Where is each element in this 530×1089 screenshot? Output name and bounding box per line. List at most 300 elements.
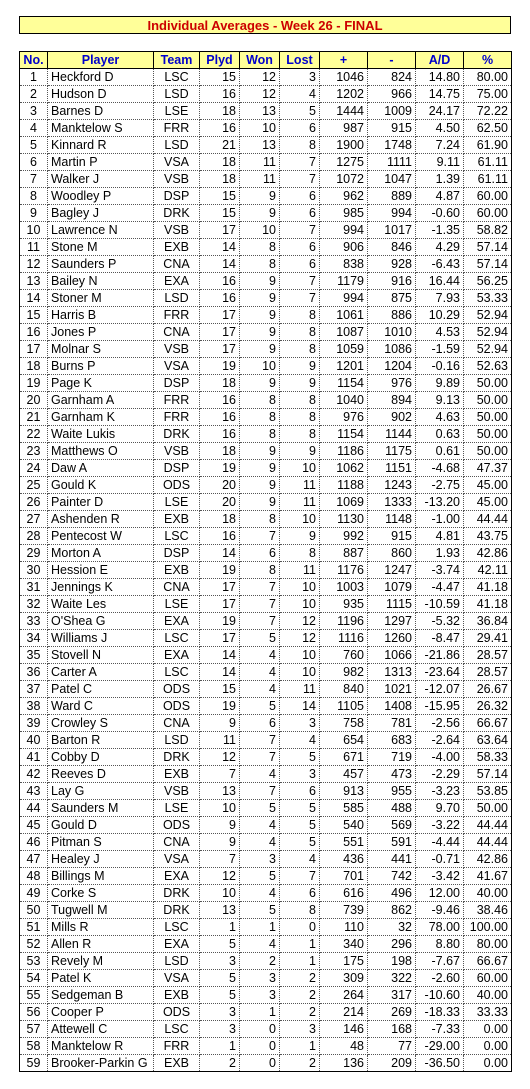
cell-plyd: 7 xyxy=(200,851,240,868)
cell-team: EXA xyxy=(154,936,200,953)
cell-no: 6 xyxy=(20,154,48,171)
cell-minus: 719 xyxy=(368,749,416,766)
cell-percent: 66.67 xyxy=(464,953,512,970)
cell-minus: 32 xyxy=(368,919,416,936)
cell-player: Healey J xyxy=(48,851,154,868)
cell-percent: 52.94 xyxy=(464,307,512,324)
cell-plyd: 15 xyxy=(200,681,240,698)
cell-team: VSB xyxy=(154,341,200,358)
table-row xyxy=(20,103,512,120)
cell-plus: 994 xyxy=(320,222,368,239)
cell-ad: 9.70 xyxy=(416,800,464,817)
cell-lost: 10 xyxy=(280,647,320,664)
cell-no: 5 xyxy=(20,137,48,154)
cell-team: VSB xyxy=(154,783,200,800)
cell-player: Walker J xyxy=(48,171,154,188)
cell-player: Ward C xyxy=(48,698,154,715)
cell-team: ODS xyxy=(154,1004,200,1021)
cell-no: 50 xyxy=(20,902,48,919)
table-row xyxy=(20,477,512,494)
cell-minus: 894 xyxy=(368,392,416,409)
cell-plyd: 17 xyxy=(200,630,240,647)
cell-percent: 60.00 xyxy=(464,205,512,222)
table-row xyxy=(20,851,512,868)
cell-plyd: 19 xyxy=(200,562,240,579)
cell-minus: 915 xyxy=(368,528,416,545)
cell-ad: -5.32 xyxy=(416,613,464,630)
cell-percent: 40.00 xyxy=(464,885,512,902)
cell-player: Bailey N xyxy=(48,273,154,290)
cell-percent: 41.67 xyxy=(464,868,512,885)
cell-plus: 1062 xyxy=(320,460,368,477)
cell-plus: 457 xyxy=(320,766,368,783)
cell-minus: 1247 xyxy=(368,562,416,579)
cell-player: Attewell C xyxy=(48,1021,154,1038)
table-row xyxy=(20,494,512,511)
cell-player: Ashenden R xyxy=(48,511,154,528)
cell-no: 47 xyxy=(20,851,48,868)
table-row xyxy=(20,817,512,834)
cell-lost: 3 xyxy=(280,766,320,783)
cell-team: VSB xyxy=(154,171,200,188)
cell-plus: 1444 xyxy=(320,103,368,120)
cell-lost: 11 xyxy=(280,562,320,579)
cell-lost: 3 xyxy=(280,69,320,86)
cell-lost: 9 xyxy=(280,443,320,460)
table-row xyxy=(20,715,512,732)
cell-percent: 52.94 xyxy=(464,324,512,341)
cell-won: 6 xyxy=(240,715,280,732)
cell-lost: 8 xyxy=(280,426,320,443)
table-row xyxy=(20,273,512,290)
cell-team: EXB xyxy=(154,987,200,1004)
cell-won: 8 xyxy=(240,409,280,426)
cell-player: Pitman S xyxy=(48,834,154,851)
cell-minus: 889 xyxy=(368,188,416,205)
cell-lost: 14 xyxy=(280,698,320,715)
cell-ad: -7.67 xyxy=(416,953,464,970)
table-row xyxy=(20,630,512,647)
cell-team: ODS xyxy=(154,477,200,494)
cell-percent: 62.50 xyxy=(464,120,512,137)
table-row xyxy=(20,188,512,205)
cell-ad: 16.44 xyxy=(416,273,464,290)
cell-plyd: 19 xyxy=(200,613,240,630)
cell-plus: 309 xyxy=(320,970,368,987)
cell-no: 15 xyxy=(20,307,48,324)
cell-minus: 742 xyxy=(368,868,416,885)
cell-no: 43 xyxy=(20,783,48,800)
cell-team: VSA xyxy=(154,154,200,171)
cell-plyd: 3 xyxy=(200,1021,240,1038)
cell-plus: 982 xyxy=(320,664,368,681)
cell-ad: -29.00 xyxy=(416,1038,464,1055)
cell-percent: 29.41 xyxy=(464,630,512,647)
cell-minus: 488 xyxy=(368,800,416,817)
cell-percent: 50.00 xyxy=(464,392,512,409)
cell-plyd: 14 xyxy=(200,256,240,273)
cell-percent: 58.82 xyxy=(464,222,512,239)
cell-no: 23 xyxy=(20,443,48,460)
cell-won: 12 xyxy=(240,86,280,103)
cell-plyd: 9 xyxy=(200,817,240,834)
cell-no: 55 xyxy=(20,987,48,1004)
cell-team: ODS xyxy=(154,817,200,834)
cell-won: 3 xyxy=(240,970,280,987)
cell-team: EXB xyxy=(154,766,200,783)
cell-plus: 214 xyxy=(320,1004,368,1021)
cell-player: Page K xyxy=(48,375,154,392)
cell-lost: 10 xyxy=(280,664,320,681)
cell-ad: -3.74 xyxy=(416,562,464,579)
cell-ad: 12.00 xyxy=(416,885,464,902)
cell-minus: 496 xyxy=(368,885,416,902)
cell-won: 7 xyxy=(240,732,280,749)
cell-ad: 9.13 xyxy=(416,392,464,409)
cell-percent: 43.75 xyxy=(464,528,512,545)
cell-lost: 8 xyxy=(280,902,320,919)
column-header-lost: Lost xyxy=(280,52,320,69)
cell-percent: 75.00 xyxy=(464,86,512,103)
cell-plyd: 16 xyxy=(200,528,240,545)
cell-ad: -4.47 xyxy=(416,579,464,596)
cell-team: EXB xyxy=(154,562,200,579)
cell-no: 9 xyxy=(20,205,48,222)
cell-percent: 57.14 xyxy=(464,239,512,256)
cell-ad: -3.23 xyxy=(416,783,464,800)
table-row xyxy=(20,358,512,375)
cell-no: 40 xyxy=(20,732,48,749)
cell-percent: 28.57 xyxy=(464,647,512,664)
cell-player: Mills R xyxy=(48,919,154,936)
cell-plus: 671 xyxy=(320,749,368,766)
cell-team: CNA xyxy=(154,715,200,732)
table-row xyxy=(20,1021,512,1038)
cell-plyd: 15 xyxy=(200,69,240,86)
cell-won: 9 xyxy=(240,494,280,511)
cell-plyd: 15 xyxy=(200,188,240,205)
table-row xyxy=(20,936,512,953)
cell-lost: 1 xyxy=(280,1038,320,1055)
cell-plyd: 17 xyxy=(200,307,240,324)
table-row xyxy=(20,137,512,154)
cell-plyd: 13 xyxy=(200,783,240,800)
cell-player: Gould D xyxy=(48,817,154,834)
cell-ad: -9.46 xyxy=(416,902,464,919)
cell-plyd: 18 xyxy=(200,171,240,188)
cell-ad: 4.53 xyxy=(416,324,464,341)
cell-lost: 3 xyxy=(280,715,320,732)
cell-minus: 1297 xyxy=(368,613,416,630)
cell-player: Hession E xyxy=(48,562,154,579)
table-row xyxy=(20,596,512,613)
cell-won: 4 xyxy=(240,936,280,953)
table-row xyxy=(20,341,512,358)
column-header-ad: A/D xyxy=(416,52,464,69)
cell-team: LSD xyxy=(154,86,200,103)
cell-team: DRK xyxy=(154,902,200,919)
cell-won: 8 xyxy=(240,392,280,409)
cell-lost: 8 xyxy=(280,307,320,324)
cell-team: VSB xyxy=(154,443,200,460)
cell-won: 9 xyxy=(240,188,280,205)
cell-player: Matthews O xyxy=(48,443,154,460)
cell-plyd: 5 xyxy=(200,936,240,953)
cell-team: LSC xyxy=(154,69,200,86)
cell-team: LSE xyxy=(154,494,200,511)
cell-percent: 26.32 xyxy=(464,698,512,715)
table-row xyxy=(20,154,512,171)
cell-ad: 4.63 xyxy=(416,409,464,426)
cell-lost: 8 xyxy=(280,324,320,341)
cell-plus: 146 xyxy=(320,1021,368,1038)
cell-team: CNA xyxy=(154,834,200,851)
cell-won: 7 xyxy=(240,596,280,613)
cell-no: 38 xyxy=(20,698,48,715)
table-row xyxy=(20,392,512,409)
cell-player: Hudson D xyxy=(48,86,154,103)
cell-percent: 57.14 xyxy=(464,256,512,273)
cell-no: 28 xyxy=(20,528,48,545)
cell-ad: -2.29 xyxy=(416,766,464,783)
cell-ad: 4.81 xyxy=(416,528,464,545)
cell-won: 1 xyxy=(240,1004,280,1021)
cell-lost: 0 xyxy=(280,919,320,936)
cell-ad: 4.29 xyxy=(416,239,464,256)
cell-lost: 4 xyxy=(280,851,320,868)
cell-no: 34 xyxy=(20,630,48,647)
cell-won: 9 xyxy=(240,341,280,358)
cell-won: 13 xyxy=(240,103,280,120)
table-row xyxy=(20,409,512,426)
cell-ad: 1.39 xyxy=(416,171,464,188)
cell-won: 12 xyxy=(240,69,280,86)
cell-minus: 994 xyxy=(368,205,416,222)
table-row xyxy=(20,868,512,885)
cell-no: 24 xyxy=(20,460,48,477)
cell-minus: 1333 xyxy=(368,494,416,511)
table-row xyxy=(20,528,512,545)
cell-plyd: 18 xyxy=(200,103,240,120)
cell-minus: 1148 xyxy=(368,511,416,528)
cell-minus: 1151 xyxy=(368,460,416,477)
cell-team: DRK xyxy=(154,885,200,902)
cell-ad: -23.64 xyxy=(416,664,464,681)
cell-team: LSD xyxy=(154,290,200,307)
cell-minus: 168 xyxy=(368,1021,416,1038)
column-header-no: No. xyxy=(20,52,48,69)
cell-team: LSE xyxy=(154,596,200,613)
cell-plus: 840 xyxy=(320,681,368,698)
cell-percent: 60.00 xyxy=(464,970,512,987)
cell-minus: 77 xyxy=(368,1038,416,1055)
cell-player: Woodley P xyxy=(48,188,154,205)
cell-won: 5 xyxy=(240,868,280,885)
cell-no: 54 xyxy=(20,970,48,987)
cell-ad: 1.93 xyxy=(416,545,464,562)
cell-team: EXB xyxy=(154,239,200,256)
cell-minus: 1111 xyxy=(368,154,416,171)
cell-player: Cobby D xyxy=(48,749,154,766)
cell-plyd: 12 xyxy=(200,868,240,885)
cell-plus: 175 xyxy=(320,953,368,970)
cell-plus: 913 xyxy=(320,783,368,800)
column-header-won: Won xyxy=(240,52,280,69)
cell-lost: 12 xyxy=(280,630,320,647)
cell-percent: 45.00 xyxy=(464,494,512,511)
cell-team: CNA xyxy=(154,579,200,596)
cell-no: 22 xyxy=(20,426,48,443)
table-row xyxy=(20,290,512,307)
cell-plus: 987 xyxy=(320,120,368,137)
cell-lost: 5 xyxy=(280,817,320,834)
cell-ad: -2.64 xyxy=(416,732,464,749)
cell-plus: 1186 xyxy=(320,443,368,460)
cell-team: LSD xyxy=(154,953,200,970)
table-row xyxy=(20,324,512,341)
cell-percent: 56.25 xyxy=(464,273,512,290)
cell-won: 9 xyxy=(240,307,280,324)
cell-plus: 340 xyxy=(320,936,368,953)
cell-percent: 50.00 xyxy=(464,443,512,460)
cell-no: 33 xyxy=(20,613,48,630)
cell-ad: -36.50 xyxy=(416,1055,464,1072)
cell-team: FRR xyxy=(154,392,200,409)
cell-team: EXA xyxy=(154,613,200,630)
cell-lost: 10 xyxy=(280,511,320,528)
cell-lost: 2 xyxy=(280,987,320,1004)
cell-ad: -7.33 xyxy=(416,1021,464,1038)
cell-plus: 1176 xyxy=(320,562,368,579)
cell-won: 3 xyxy=(240,851,280,868)
cell-ad: -18.33 xyxy=(416,1004,464,1021)
cell-team: LSE xyxy=(154,800,200,817)
cell-percent: 44.44 xyxy=(464,511,512,528)
cell-no: 31 xyxy=(20,579,48,596)
cell-percent: 50.00 xyxy=(464,800,512,817)
table-row xyxy=(20,732,512,749)
cell-percent: 28.57 xyxy=(464,664,512,681)
table-row xyxy=(20,783,512,800)
table-row xyxy=(20,613,512,630)
cell-plus: 1116 xyxy=(320,630,368,647)
table-row xyxy=(20,256,512,273)
cell-no: 42 xyxy=(20,766,48,783)
cell-plus: 1900 xyxy=(320,137,368,154)
cell-ad: 14.75 xyxy=(416,86,464,103)
cell-percent: 63.64 xyxy=(464,732,512,749)
cell-plyd: 12 xyxy=(200,749,240,766)
cell-plus: 540 xyxy=(320,817,368,834)
cell-won: 13 xyxy=(240,137,280,154)
cell-no: 27 xyxy=(20,511,48,528)
cell-plus: 1069 xyxy=(320,494,368,511)
cell-won: 10 xyxy=(240,358,280,375)
cell-plus: 739 xyxy=(320,902,368,919)
cell-plus: 1275 xyxy=(320,154,368,171)
cell-team: DRK xyxy=(154,749,200,766)
cell-plyd: 17 xyxy=(200,222,240,239)
cell-team: ODS xyxy=(154,681,200,698)
cell-team: EXA xyxy=(154,647,200,664)
cell-won: 11 xyxy=(240,154,280,171)
cell-percent: 50.00 xyxy=(464,375,512,392)
cell-player: Corke S xyxy=(48,885,154,902)
cell-plus: 1072 xyxy=(320,171,368,188)
cell-lost: 6 xyxy=(280,256,320,273)
cell-ad: -2.75 xyxy=(416,477,464,494)
cell-no: 21 xyxy=(20,409,48,426)
cell-player: Gould K xyxy=(48,477,154,494)
cell-ad: -6.43 xyxy=(416,256,464,273)
cell-plyd: 11 xyxy=(200,732,240,749)
cell-ad: -8.47 xyxy=(416,630,464,647)
cell-won: 0 xyxy=(240,1055,280,1072)
cell-lost: 8 xyxy=(280,409,320,426)
table-row xyxy=(20,511,512,528)
cell-minus: 862 xyxy=(368,902,416,919)
cell-plus: 962 xyxy=(320,188,368,205)
cell-minus: 198 xyxy=(368,953,416,970)
cell-ad: 10.29 xyxy=(416,307,464,324)
cell-no: 11 xyxy=(20,239,48,256)
cell-player: Barnes D xyxy=(48,103,154,120)
cell-plus: 436 xyxy=(320,851,368,868)
cell-player: Painter D xyxy=(48,494,154,511)
cell-team: FRR xyxy=(154,409,200,426)
cell-player: Tugwell M xyxy=(48,902,154,919)
cell-minus: 915 xyxy=(368,120,416,137)
cell-no: 25 xyxy=(20,477,48,494)
cell-team: VSA xyxy=(154,358,200,375)
cell-plyd: 19 xyxy=(200,358,240,375)
cell-minus: 1066 xyxy=(368,647,416,664)
cell-minus: 860 xyxy=(368,545,416,562)
cell-won: 9 xyxy=(240,273,280,290)
cell-won: 8 xyxy=(240,256,280,273)
cell-ad: -10.59 xyxy=(416,596,464,613)
cell-minus: 955 xyxy=(368,783,416,800)
cell-no: 46 xyxy=(20,834,48,851)
cell-ad: -3.42 xyxy=(416,868,464,885)
cell-ad: -4.44 xyxy=(416,834,464,851)
cell-lost: 6 xyxy=(280,885,320,902)
cell-team: FRR xyxy=(154,1038,200,1055)
cell-lost: 4 xyxy=(280,732,320,749)
page-title: Individual Averages - Week 26 - FINAL xyxy=(19,16,511,34)
cell-plyd: 18 xyxy=(200,511,240,528)
cell-player: Patel C xyxy=(48,681,154,698)
cell-minus: 886 xyxy=(368,307,416,324)
cell-lost: 7 xyxy=(280,154,320,171)
cell-percent: 50.00 xyxy=(464,426,512,443)
cell-team: DSP xyxy=(154,375,200,392)
cell-ad: 14.80 xyxy=(416,69,464,86)
cell-no: 26 xyxy=(20,494,48,511)
cell-player: Saunders M xyxy=(48,800,154,817)
cell-plyd: 16 xyxy=(200,392,240,409)
cell-player: Kinnard R xyxy=(48,137,154,154)
cell-ad: 78.00 xyxy=(416,919,464,936)
table-row xyxy=(20,902,512,919)
cell-player: Garnham A xyxy=(48,392,154,409)
cell-plyd: 16 xyxy=(200,426,240,443)
cell-plus: 1154 xyxy=(320,375,368,392)
cell-no: 7 xyxy=(20,171,48,188)
cell-won: 0 xyxy=(240,1021,280,1038)
cell-minus: 966 xyxy=(368,86,416,103)
cell-plus: 654 xyxy=(320,732,368,749)
